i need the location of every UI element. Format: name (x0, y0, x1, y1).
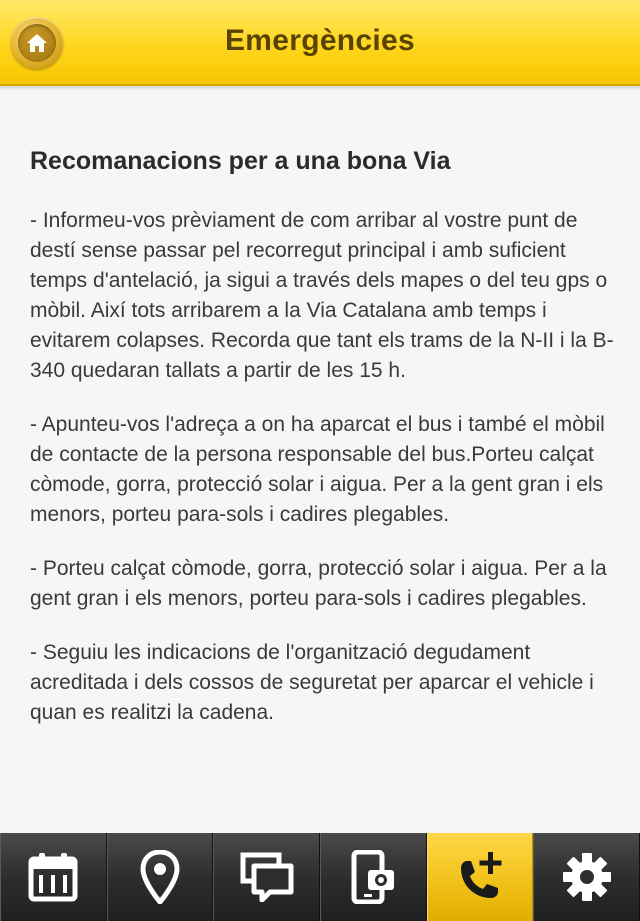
article-paragraph: - Informeu-vos prèviament de com arribar al vostre punt de destí sense passar pel recorregut principal i amb suficient temps d'antelació, ja sigui a través dels mapes o del teu gps o mòbil. Així tots arribarem a la Via Catalana amb temps i evitarem colapses. Recorda que tant els trams de la N-II i la B-340 quedaran tallats a partir de les 15 h. (30, 209, 614, 382)
mobile-camera-icon (350, 850, 396, 904)
article-content[interactable] (0, 88, 640, 833)
tab-emergency-phone[interactable] (427, 833, 534, 921)
article-paragraph: - Seguiu les indicacions de l'organització degudament acreditada i dels cossos de seguretat per aparcar el vehicle i quan es realitzi la cadena. (30, 641, 594, 724)
gear-icon (561, 851, 613, 903)
article-heading: Recomanacions per a una bona Via (30, 147, 451, 175)
app-header (0, 0, 640, 86)
tab-mobile-photo[interactable] (320, 833, 427, 921)
calendar-icon (27, 851, 79, 903)
bottom-tab-bar (0, 833, 640, 921)
map-pin-icon (140, 850, 180, 904)
phone-add-icon (453, 850, 507, 904)
tab-settings[interactable] (533, 833, 640, 921)
tab-calendar[interactable] (0, 833, 107, 921)
tab-chat[interactable] (213, 833, 320, 921)
article-paragraph: - Porteu calçat còmode, gorra, protecció solar i aigua. Per a la gent gran i els menors, porteu para-sols i cadires plegables. (30, 557, 607, 610)
chat-icon (240, 852, 294, 902)
article-paragraph: - Apunteu-vos l'adreça a on ha aparcat el bus i també el mòbil de contacte de la persona responsable del bus.Porteu calçat còmode, gorra, protecció solar i aigua. Per a la gent gran i els menors, porteu para-sols i cadires plegables. (30, 413, 605, 526)
tab-map[interactable] (107, 833, 214, 921)
page-title: Emergències (224, 24, 416, 57)
